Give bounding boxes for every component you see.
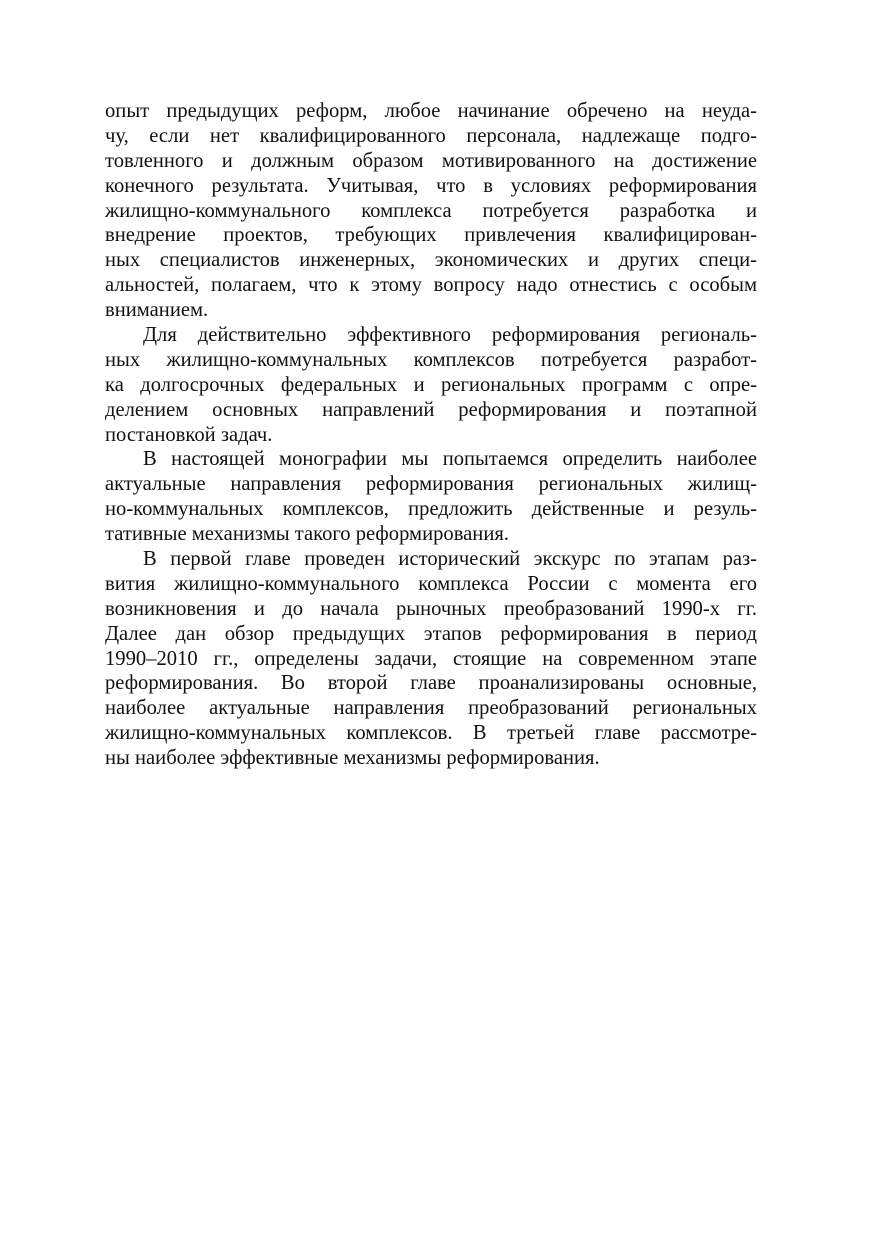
paragraph-3-line-1: В настоящей монографии мы попытаемся определить наиболее (143, 448, 757, 471)
paragraph-2-line-1: Для действительно эффективного реформирования региональ- (143, 324, 757, 347)
body-text (105, 99, 757, 771)
paragraph-4-line-3: возникновения и до начала рыночных преобразований 1990-х гг. (105, 597, 757, 620)
paragraph-1-line-1: опыт предыдущих реформ, любое начинание обречено на неуда- (105, 100, 757, 122)
paragraph-4-line-6: реформирования. Во второй главе проанализированы основные, (105, 672, 757, 695)
paragraph-1-line-9: вниманием. (105, 299, 209, 322)
paragraph-4-line-5: 1990–2010 гг., определены задачи, стоящие на современном этапе (105, 647, 757, 670)
paragraph-4-line-2: вития жилищно-коммунального комплекса России с момента его (105, 572, 757, 595)
paragraph-1-line-4: конечного результата. Учитывая, что в условиях реформирования (105, 174, 757, 197)
paragraph-1-line-3: товленного и должным образом мотивированного на достижение (105, 149, 757, 172)
paragraph-4-line-4: Далее дан обзор предыдущих этапов реформирования в период (105, 622, 757, 645)
paragraph-3-line-2: актуальные направления реформирования региональных жилищ- (105, 473, 757, 496)
paragraph-2-line-2: ных жилищно-коммунальных комплексов потребуется разработ- (105, 348, 757, 371)
paragraph-3-line-4: тативные механизмы такого реформирования. (105, 523, 509, 546)
paragraph-1-line-6: внедрение проектов, требующих привлечения квалифицирован- (105, 224, 757, 247)
paragraph-4-line-9: ны наиболее эффективные механизмы реформирования. (105, 747, 600, 770)
paragraph-4-line-7: наиболее актуальные направления преобразований региональных (105, 697, 757, 720)
paragraph-3-line-3: но-коммунальных комплексов, предложить действенные и резуль- (105, 498, 757, 521)
paragraph-1-line-2: чу, если нет квалифицированного персонала, надлежаще подго- (105, 124, 757, 147)
paragraph-2-line-3: ка долгосрочных федеральных и региональных программ с опре- (105, 373, 757, 396)
paragraph-4-line-1: В первой главе проведен исторический экскурс по этапам раз- (143, 548, 757, 571)
paragraph-1-line-8: альностей, полагаем, что к этому вопросу надо отнестись с особым (105, 274, 757, 297)
paragraph-4-line-8: жилищно-коммунальных комплексов. В третьей главе рассмотре- (105, 722, 757, 745)
paragraph-2-line-4: делением основных направлений реформирования и поэтапной (105, 398, 757, 421)
paragraph-2-line-5: постановкой задач. (105, 423, 273, 446)
paragraph-1-line-7: ных специалистов инженерных, экономических и других специ- (105, 249, 757, 272)
paragraph-1-line-5: жилищно-коммунального комплекса потребуется разработка и (105, 199, 757, 222)
